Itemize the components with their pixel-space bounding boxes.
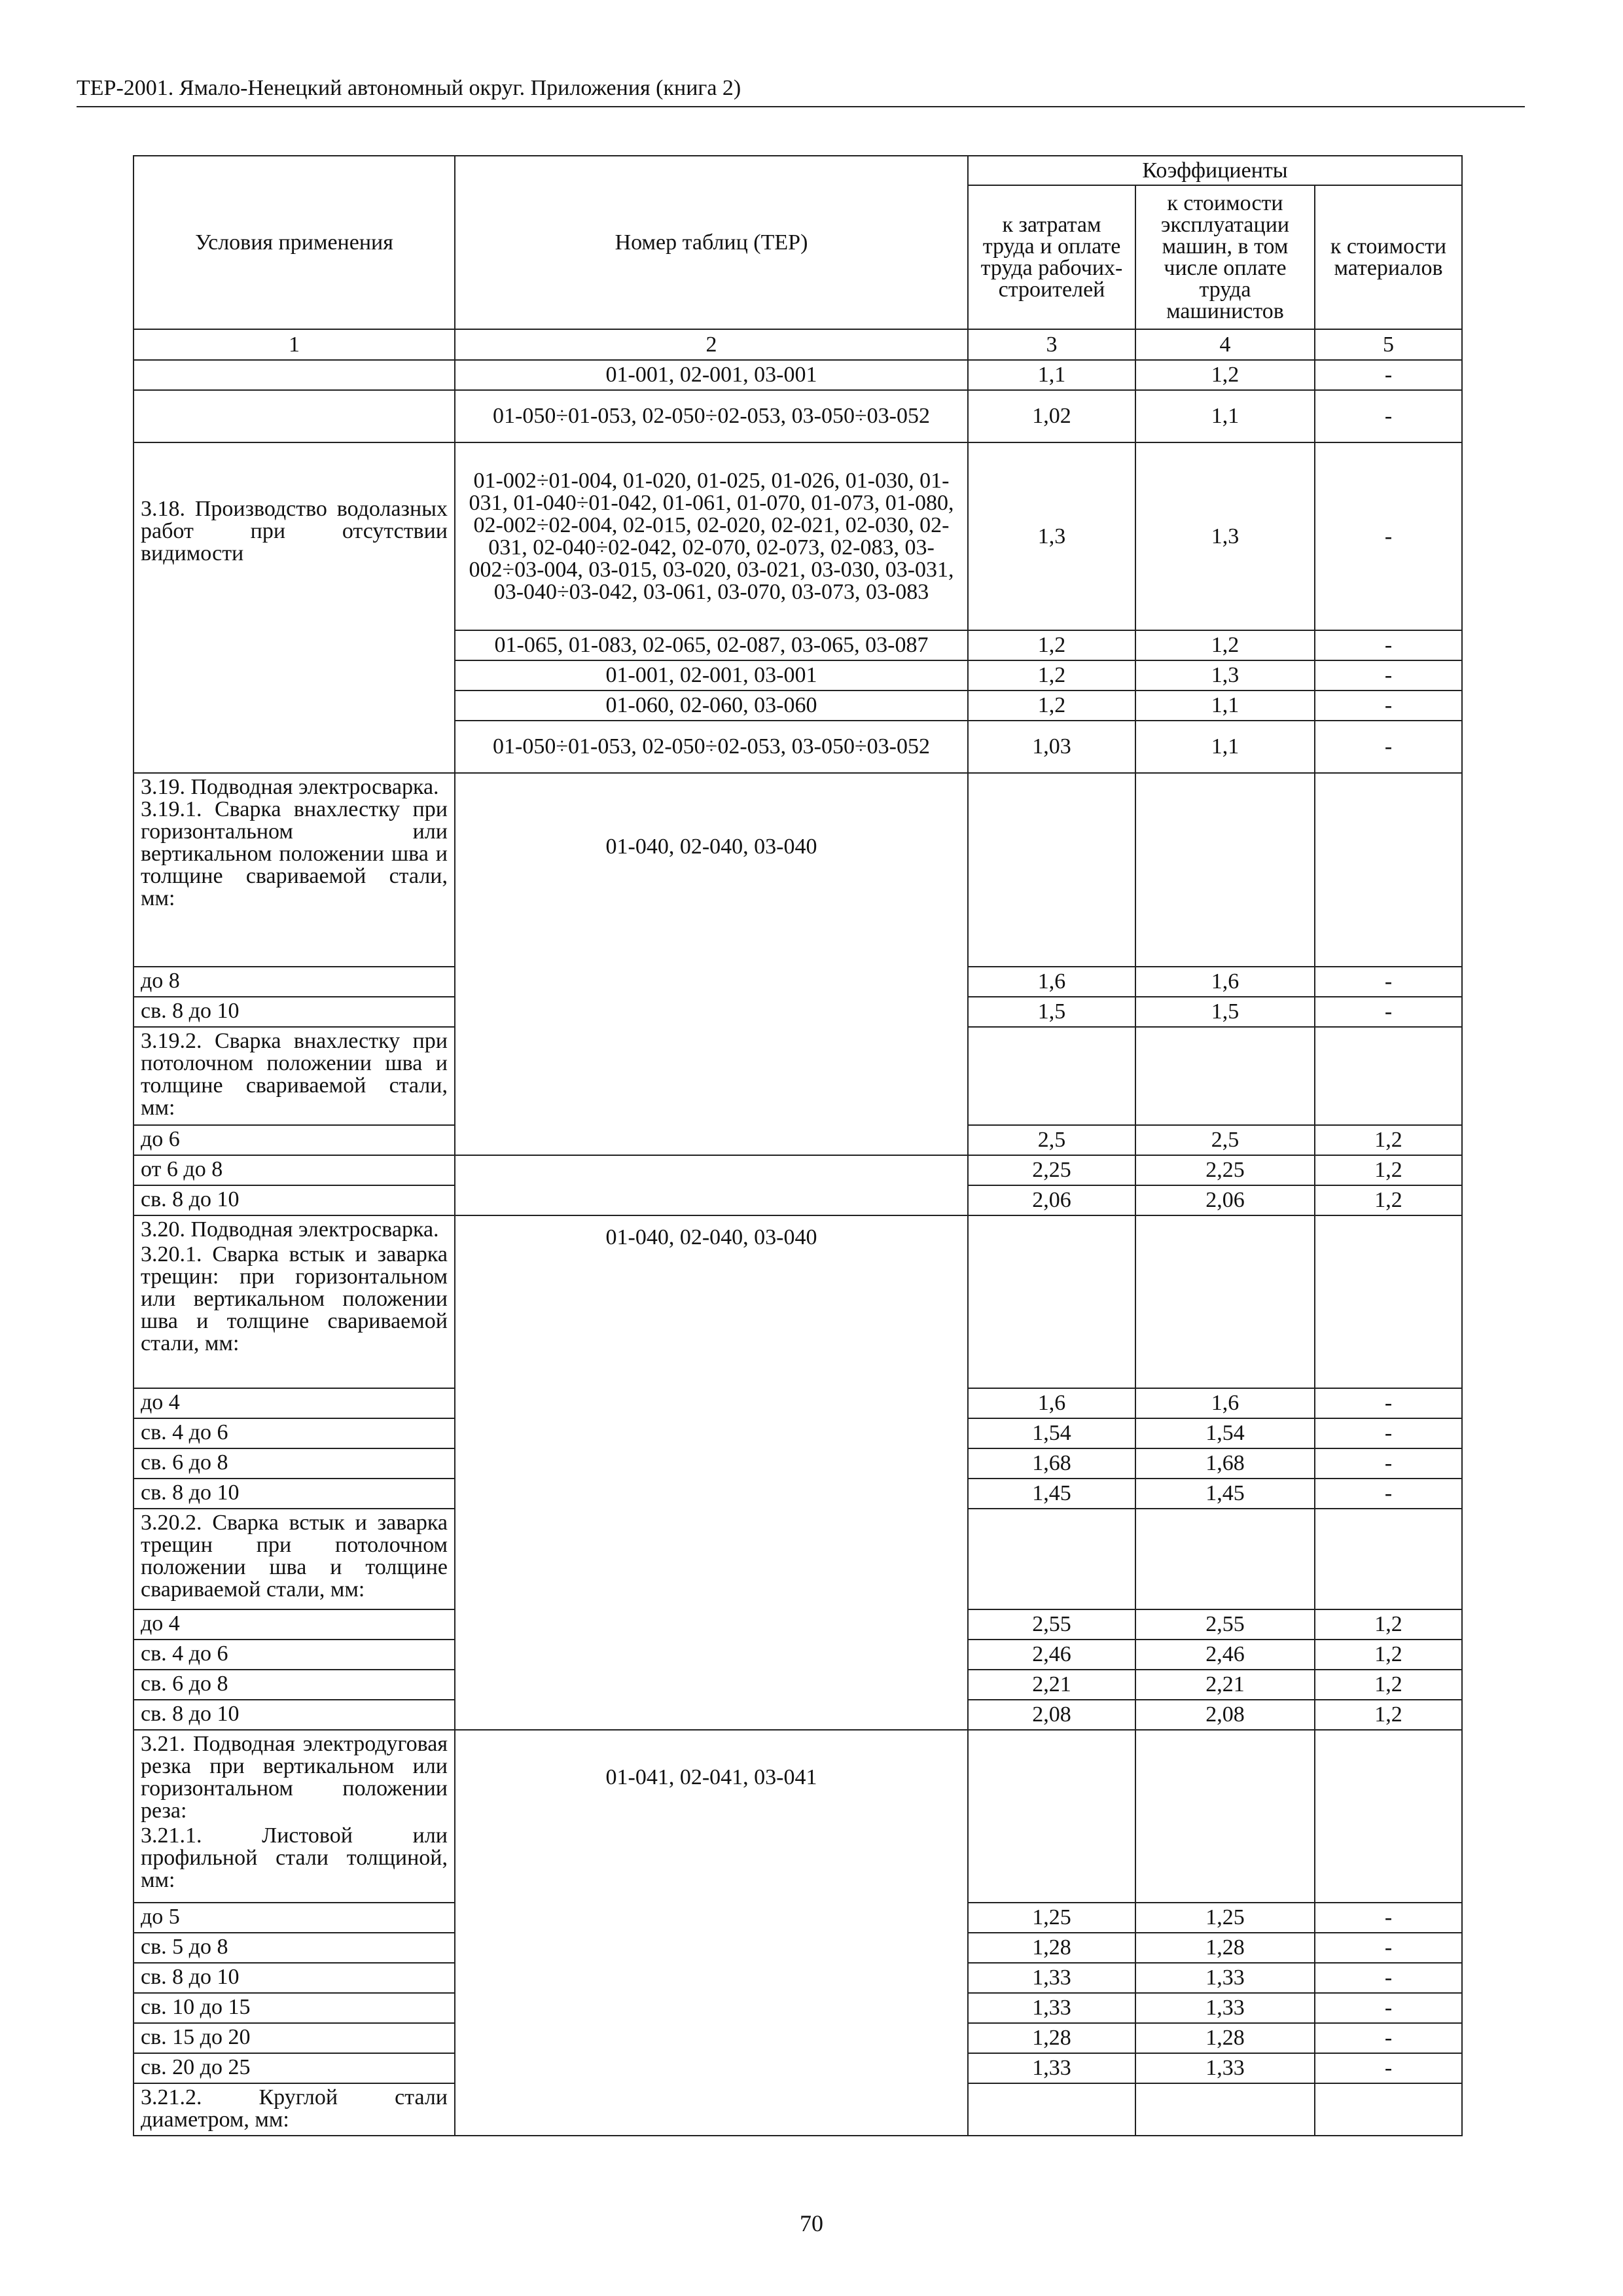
labor-coef-cell: 1,28 — [968, 1933, 1135, 1963]
labor-coef-cell: 1,54 — [968, 1418, 1135, 1448]
labor-coef-cell: 1,68 — [968, 1448, 1135, 1479]
machines-coef-cell: 1,6 — [1135, 1388, 1315, 1418]
machines-coef-cell: 2,55 — [1135, 1609, 1315, 1640]
condition-cell: св. 6 до 8 — [134, 1448, 455, 1479]
machines-coef-cell: 2,25 — [1135, 1155, 1315, 1185]
labor-coef-cell: 2,21 — [968, 1670, 1135, 1700]
condition-cell: 3.18. Производство водолазных работ при отсутствии видимости — [134, 442, 455, 773]
machines-coef-cell: 1,1 — [1135, 390, 1315, 442]
materials-coef-cell: - — [1315, 360, 1462, 390]
labor-coef-cell — [968, 773, 1135, 967]
labor-coef-cell: 1,25 — [968, 1903, 1135, 1933]
machines-coef-cell: 1,28 — [1135, 1933, 1315, 1963]
condition-cell: 3.20.2. Сварка встык и заварка трещин при потолочном положении шва и толщине свариваемой стали, мм: — [134, 1509, 455, 1609]
machines-coef-cell: 1,45 — [1135, 1479, 1315, 1509]
materials-coef-cell — [1315, 2083, 1462, 2136]
machines-coef-cell: 1,6 — [1135, 967, 1315, 997]
condition-cell: св. 4 до 6 — [134, 1640, 455, 1670]
table-numbers-cell: 01-060, 02-060, 03-060 — [455, 691, 968, 721]
condition-cell — [134, 1215, 455, 1388]
table-numbers-cell: 01-041, 02-041, 03-041 — [455, 1730, 968, 2136]
materials-coef-cell: 1,2 — [1315, 1185, 1462, 1215]
condition-cell: св. 8 до 10 — [134, 997, 455, 1027]
condition-cell — [134, 1730, 455, 1903]
subsection-text: 3.19.1. Сварка внахлестку при горизонтальном или вертикальном положении шва и толщине свариваемой стали, мм: — [141, 797, 448, 910]
labor-coef-cell — [968, 1730, 1135, 1903]
condition-cell: до 8 — [134, 967, 455, 997]
machines-coef-cell: 1,2 — [1135, 630, 1315, 660]
materials-coef-cell: - — [1315, 390, 1462, 442]
machines-coef-cell — [1135, 2083, 1315, 2136]
materials-coef-cell: - — [1315, 1448, 1462, 1479]
machines-coef-cell — [1135, 1509, 1315, 1609]
subsection-text: 3.21.1. Листовой или профильной стали толщиной, мм: — [141, 1823, 448, 1892]
labor-coef-cell: 1,03 — [968, 721, 1135, 773]
header-machines: к стоимости эксплуатации машин, в том числе оплате труда машинистов — [1135, 185, 1315, 329]
machines-coef-cell: 1,54 — [1135, 1418, 1315, 1448]
condition-cell: до 4 — [134, 1388, 455, 1418]
materials-coef-cell — [1315, 1027, 1462, 1125]
materials-coef-cell: 1,2 — [1315, 1640, 1462, 1670]
condition-cell: св. 8 до 10 — [134, 1185, 455, 1215]
labor-coef-cell: 1,33 — [968, 2053, 1135, 2083]
condition-cell: 3.19.2. Сварка внахлестку при потолочном положении шва и толщине свариваемой стали, мм: — [134, 1027, 455, 1125]
materials-coef-cell: - — [1315, 1388, 1462, 1418]
machines-coef-cell: 1,3 — [1135, 442, 1315, 630]
machines-coef-cell — [1135, 1730, 1315, 1903]
table-numbers-cell: 01-040, 02-040, 03-040 — [455, 773, 968, 1155]
machines-coef-cell — [1135, 1215, 1315, 1388]
materials-coef-cell: - — [1315, 2023, 1462, 2053]
labor-coef-cell: 1,28 — [968, 2023, 1135, 2053]
labor-coef-cell: 2,46 — [968, 1640, 1135, 1670]
machines-coef-cell: 2,46 — [1135, 1640, 1315, 1670]
machines-coef-cell: 1,68 — [1135, 1448, 1315, 1479]
materials-coef-cell: 1,2 — [1315, 1125, 1462, 1155]
labor-coef-cell: 1,1 — [968, 360, 1135, 390]
materials-coef-cell: - — [1315, 1933, 1462, 1963]
table-numbers-cell: 01-001, 02-001, 03-001 — [455, 360, 968, 390]
condition-cell: до 4 — [134, 1609, 455, 1640]
column-number: 4 — [1135, 329, 1315, 360]
machines-coef-cell: 1,2 — [1135, 360, 1315, 390]
materials-coef-cell: - — [1315, 967, 1462, 997]
table-numbers-cell: 01-002÷01-004, 01-020, 01-025, 01-026, 01-030, 01-031, 01-040÷01-042, 01-061, 01-070, 01-073, 01-080, 02-002÷02-004, 02-015, 02-020, 02-021, 02-030, 02-031, 02-040÷02-042, 02-070, 02-073, 02-083, 03-002÷03-004, 03-015, 03-020, 03-021, 03-030, 03-031, 03-040÷03-042, 03-061, 03-070, 03-073, 03-083 — [455, 442, 968, 630]
machines-coef-cell: 1,5 — [1135, 997, 1315, 1027]
materials-coef-cell: - — [1315, 691, 1462, 721]
condition-cell: св. 8 до 10 — [134, 1963, 455, 1993]
labor-coef-cell: 2,55 — [968, 1609, 1135, 1640]
labor-coef-cell: 1,2 — [968, 660, 1135, 691]
condition-cell: от 6 до 8 — [134, 1155, 455, 1185]
materials-coef-cell — [1315, 1215, 1462, 1388]
table-numbers-cell — [455, 1155, 968, 1215]
header-coefficients: Коэффициенты — [968, 156, 1462, 185]
column-number: 3 — [968, 329, 1135, 360]
column-number: 1 — [134, 329, 455, 360]
materials-coef-cell — [1315, 1730, 1462, 1903]
condition-cell: 3.21.2. Круглой стали диаметром, мм: — [134, 2083, 455, 2136]
machines-coef-cell: 1,1 — [1135, 721, 1315, 773]
coefficients-table — [133, 155, 1463, 2136]
materials-coef-cell — [1315, 773, 1462, 967]
condition-cell — [134, 360, 455, 390]
materials-coef-cell: - — [1315, 997, 1462, 1027]
machines-coef-cell: 1,33 — [1135, 1963, 1315, 1993]
materials-coef-cell: - — [1315, 1993, 1462, 2023]
table-numbers-cell: 01-065, 01-083, 02-065, 02-087, 03-065, 03-087 — [455, 630, 968, 660]
condition-cell: св. 8 до 10 — [134, 1479, 455, 1509]
condition-cell — [134, 773, 455, 967]
machines-coef-cell: 2,5 — [1135, 1125, 1315, 1155]
header-table-numbers: Номер таблиц (ТЕР) — [455, 156, 968, 329]
labor-coef-cell: 2,5 — [968, 1125, 1135, 1155]
labor-coef-cell: 2,25 — [968, 1155, 1135, 1185]
machines-coef-cell — [1135, 1027, 1315, 1125]
labor-coef-cell: 1,3 — [968, 442, 1135, 630]
condition-cell: св. 20 до 25 — [134, 2053, 455, 2083]
materials-coef-cell: - — [1315, 1903, 1462, 1933]
materials-coef-cell: - — [1315, 660, 1462, 691]
labor-coef-cell: 1,33 — [968, 1963, 1135, 1993]
labor-coef-cell — [968, 2083, 1135, 2136]
materials-coef-cell: 1,2 — [1315, 1700, 1462, 1730]
materials-coef-cell: 1,2 — [1315, 1670, 1462, 1700]
labor-coef-cell: 2,06 — [968, 1185, 1135, 1215]
table-numbers-cell: 01-050÷01-053, 02-050÷02-053, 03-050÷03-052 — [455, 721, 968, 773]
table-numbers-cell: 01-040, 02-040, 03-040 — [455, 1215, 968, 1730]
labor-coef-cell: 1,5 — [968, 997, 1135, 1027]
machines-coef-cell: 2,08 — [1135, 1700, 1315, 1730]
machines-coef-cell: 2,06 — [1135, 1185, 1315, 1215]
materials-coef-cell: - — [1315, 1479, 1462, 1509]
labor-coef-cell: 1,02 — [968, 390, 1135, 442]
labor-coef-cell — [968, 1509, 1135, 1609]
materials-coef-cell: - — [1315, 630, 1462, 660]
machines-coef-cell: 1,3 — [1135, 660, 1315, 691]
materials-coef-cell: 1,2 — [1315, 1609, 1462, 1640]
materials-coef-cell: - — [1315, 442, 1462, 630]
labor-coef-cell: 2,08 — [968, 1700, 1135, 1730]
condition-cell: св. 10 до 15 — [134, 1993, 455, 2023]
labor-coef-cell — [968, 1027, 1135, 1125]
materials-coef-cell — [1315, 1509, 1462, 1609]
subsection-text: 3.20.1. Сварка встык и заварка трещин: при горизонтальном или вертикальном положении шва и толщине свариваемой стали, мм: — [141, 1242, 448, 1355]
machines-coef-cell: 2,21 — [1135, 1670, 1315, 1700]
condition-cell: св. 8 до 10 — [134, 1700, 455, 1730]
labor-coef-cell: 1,33 — [968, 1993, 1135, 2023]
header-materials: к стоимости материалов — [1315, 185, 1462, 329]
page-number: 70 — [800, 2210, 823, 2236]
labor-coef-cell: 1,45 — [968, 1479, 1135, 1509]
header-conditions: Условия применения — [134, 156, 455, 329]
machines-coef-cell: 1,33 — [1135, 1993, 1315, 2023]
condition-cell: до 5 — [134, 1903, 455, 1933]
header-labor: к затратам труда и оплате труда рабочих-строителей — [968, 185, 1135, 329]
condition-cell: св. 5 до 8 — [134, 1933, 455, 1963]
machines-coef-cell: 1,1 — [1135, 691, 1315, 721]
materials-coef-cell: - — [1315, 1418, 1462, 1448]
condition-cell: до 6 — [134, 1125, 455, 1155]
table-numbers-cell: 01-001, 02-001, 03-001 — [455, 660, 968, 691]
condition-cell: св. 4 до 6 — [134, 1418, 455, 1448]
labor-coef-cell: 1,2 — [968, 691, 1135, 721]
section-heading: 3.21. Подводная электродуговая резка при вертикальном или горизонтальном положении реза: — [141, 1732, 448, 1823]
condition-cell — [134, 390, 455, 442]
labor-coef-cell: 1,6 — [968, 967, 1135, 997]
labor-coef-cell: 1,2 — [968, 630, 1135, 660]
section-heading: 3.20. Подводная электросварка. — [141, 1217, 439, 1242]
materials-coef-cell: - — [1315, 721, 1462, 773]
table-numbers-cell: 01-050÷01-053, 02-050÷02-053, 03-050÷03-052 — [455, 390, 968, 442]
machines-coef-cell: 1,33 — [1135, 2053, 1315, 2083]
machines-coef-cell: 1,28 — [1135, 2023, 1315, 2053]
condition-cell: св. 15 до 20 — [134, 2023, 455, 2053]
column-number: 5 — [1315, 329, 1462, 360]
labor-coef-cell: 1,6 — [968, 1388, 1135, 1418]
materials-coef-cell: - — [1315, 1963, 1462, 1993]
running-header: ТЕР-2001. Ямало-Ненецкий автономный округ. Приложения (книга 2) — [77, 73, 1525, 107]
machines-coef-cell: 1,25 — [1135, 1903, 1315, 1933]
materials-coef-cell: - — [1315, 2053, 1462, 2083]
machines-coef-cell — [1135, 773, 1315, 967]
materials-coef-cell: 1,2 — [1315, 1155, 1462, 1185]
condition-cell: св. 6 до 8 — [134, 1670, 455, 1700]
section-heading: 3.19. Подводная электросварка. — [141, 775, 439, 799]
labor-coef-cell — [968, 1215, 1135, 1388]
column-number: 2 — [455, 329, 968, 360]
